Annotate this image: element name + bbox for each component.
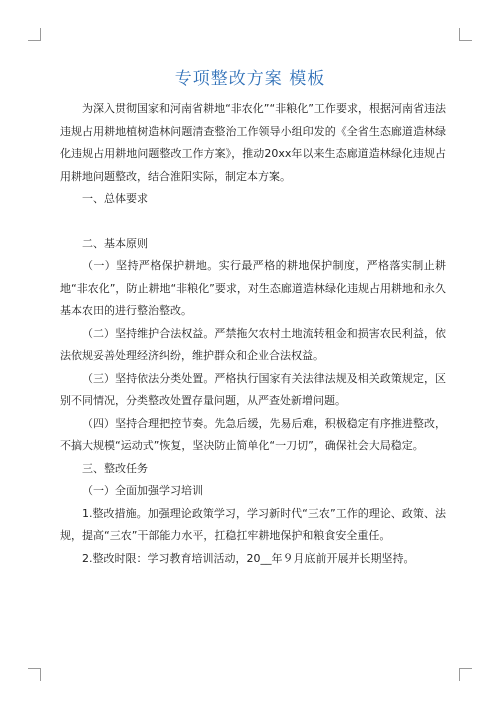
principle-paragraph: （四）坚持合理把控节奏。先急后缓，先易后难，积极稳定有序推进整改，不搞大规模“运动式”恢复，坚决防止简单化“一刀切”，确保社会大局稳定。 — [60, 416, 446, 452]
principle-paragraph: （一）坚持严格保护耕地。实行最严格的耕地保护制度，严格落实制止耕地“非农化”，防止耕地“非粮化”要求，对生态廊道造林绿化违规占用耕地和永久基本农田的进行整治整改。 — [60, 259, 446, 317]
document-body — [60, 98, 446, 570]
crop-mark-top-left — [28, 28, 41, 41]
section-heading-rectification-tasks: 三、整改任务 — [82, 461, 148, 475]
crop-mark-bottom-right — [459, 668, 472, 681]
document-title: 专项整改方案 模板 — [174, 69, 326, 89]
principle-paragraph: （三）坚持依法分类处置。严格执行国家有关法律法规及相关政策规定，区别不同情况，分类整改处置存量问题，从严查处新增问题。 — [60, 371, 446, 407]
intro-paragraph: 为深入贯彻国家和河南省耕地“非农化”“非粮化”工作要求，根据河南省违法违规占用耕地植树造林问题清查整治工作领导小组印发的《全省生态廊道造林绿化违规占用耕地问题整改工作方案》，推动20xx年以来生态廊道造林绿化违规占用耕地问题整改，结合淮阳实际，制定本方案。 — [60, 102, 446, 183]
task-paragraph: 1.整改措施。加强理论政策学习，学习新时代“三农”工作的理论、政策、法规，提高“三农”干部能力水平，扛稳扛牢耕地保护和粮食安全重任。 — [60, 506, 446, 542]
crop-mark-bottom-left — [28, 668, 41, 681]
section-heading-general-requirements: 一、总体要求 — [82, 192, 148, 205]
crop-mark-top-right — [459, 28, 472, 41]
task-paragraph: 2.整改时限：学习教育培训活动，20__年９月底前开展并长期坚持。 — [82, 551, 415, 565]
principle-paragraph: （二）坚持维护合法权益。严禁拖欠农村土地流转租金和损害农民利益，依法依规妥善处理经济纠纷，维护群众和企业合法权益。 — [60, 326, 446, 362]
section-heading-basic-principles: 二、基本原则 — [82, 236, 148, 250]
subsection-heading-training: （一）全面加强学习培训 — [82, 484, 203, 497]
